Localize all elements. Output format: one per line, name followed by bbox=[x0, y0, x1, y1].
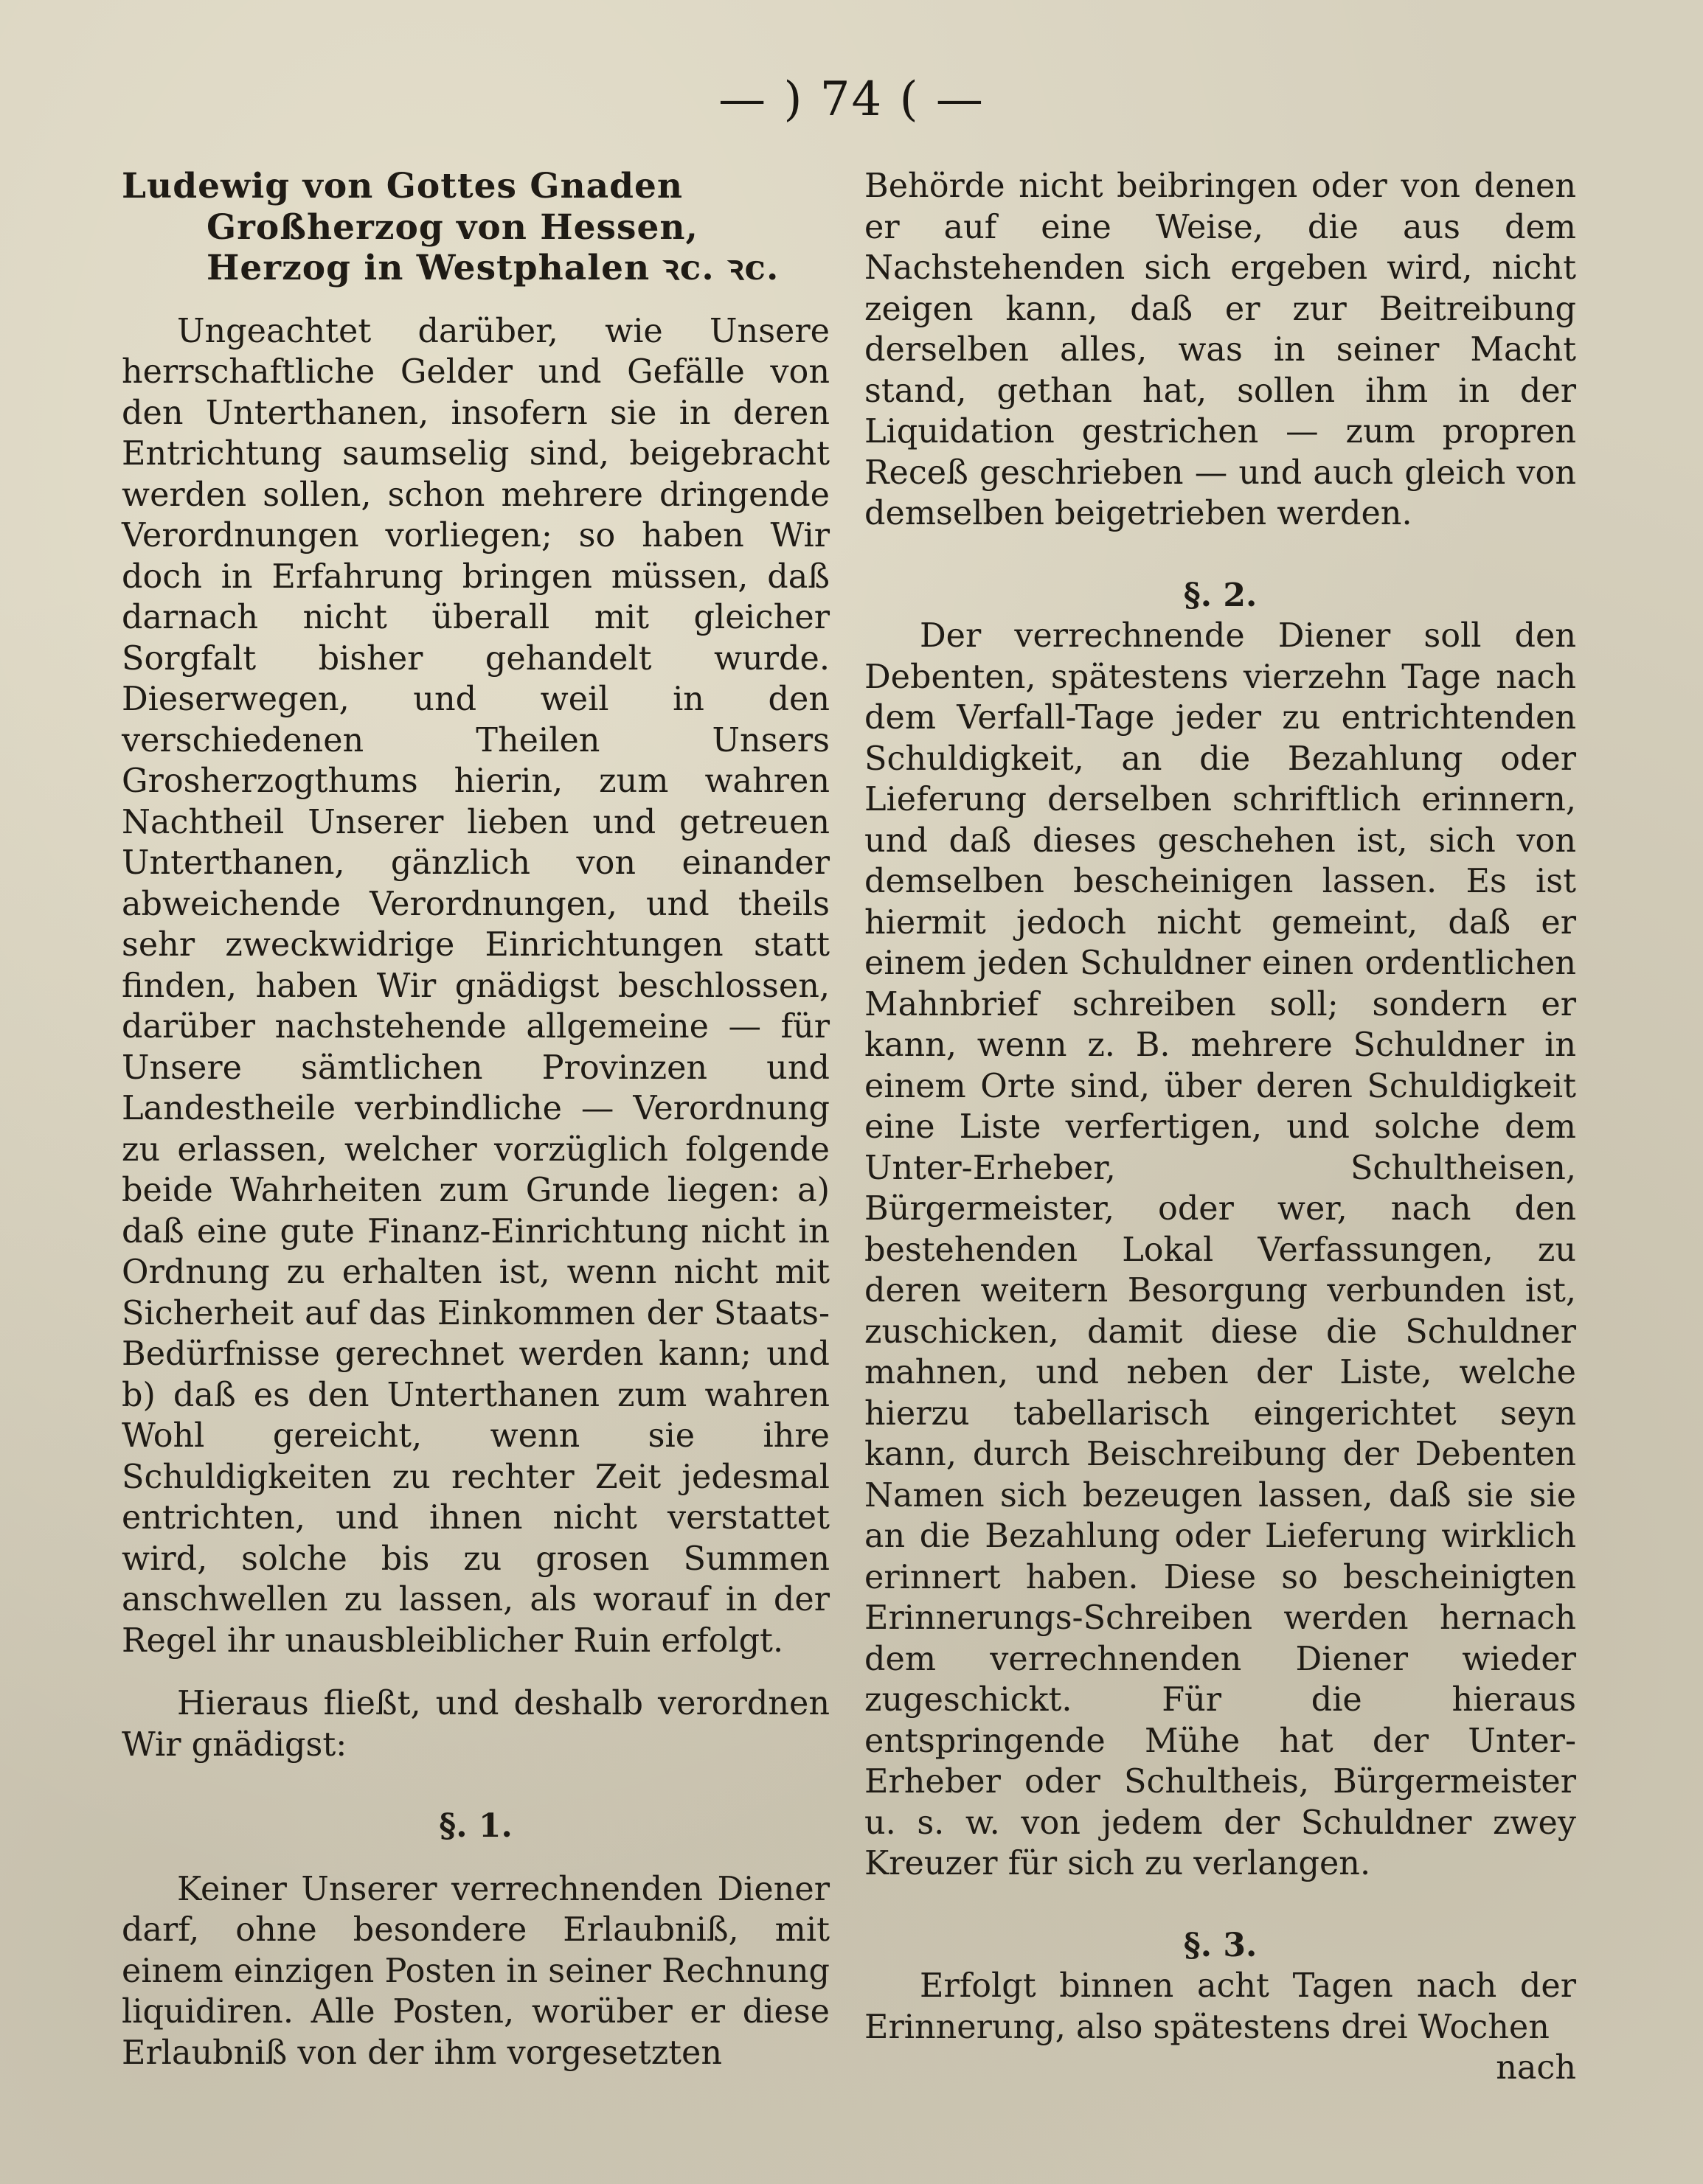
section-3-mark: §. 3. bbox=[1183, 1926, 1258, 1964]
right-column bbox=[864, 166, 1576, 2089]
section-1-mark: §. 1. bbox=[439, 1807, 513, 1845]
section-2-mark: §. 2. bbox=[1183, 576, 1258, 614]
left-column bbox=[122, 166, 830, 2073]
intro-paragraph: Ungeachtet darüber, wie Unsere herrschaftliche Gelder und Gefälle von den Unterthanen, insofern sie in deren Entrichtung saumselig sind, beigebracht werden sollen, schon mehrere dringende Verordnungen vorliegen; so haben Wir doch in Erfahrung bringen müssen, daß darnach nicht überall mit gleicher Sorgfalt bisher gehandelt wurde. Dieserwegen, und weil in den verschiedenen Theilen Unsers Grosherzogthums hierin, zum wahren Nachtheil Unserer lieben und getreuen Unterthanen, gänzlich von einander abweichende Verordnungen, und theils sehr zweckwidrige Einrichtungen statt finden, haben Wir gnädigst beschlossen, darüber nachstehende allgemeine — für Unsere sämtlichen Provinzen und Landestheile verbindliche — Verordnung zu erlassen, welcher vorzüglich folgende beide Wahrheiten zum Grunde liegen: a) daß eine gute Finanz-Einrichtung nicht in Ordnung zu erhalten ist, wenn nicht mit Sicherheit auf das Einkommen der Staats-Bedürfnisse gerechnet werden kann; und b) daß es den Unterthanen zum wahren Wohl gereicht, wenn sie ihre Schuldigkeiten zu rechter Zeit jedesmal entrichten, und ihnen nicht verstattet wird, solche bis zu grosen Summen anschwellen zu lassen, als worauf in der Regel ihr unausbleiblicher Ruin erfolgt. bbox=[122, 312, 830, 1660]
decree-heading: Ludewig von Gottes Gnaden Großherzog von Hessen, Herzog in Westphalen ꝛc. ꝛc. bbox=[122, 166, 780, 288]
catchword: nach bbox=[1496, 2049, 1576, 2087]
section-3-text: Erfolgt binnen acht Tagen nach der Erinnerung, also spätestens drei Wochen bbox=[864, 1967, 1576, 2046]
continuation-paragraph: Behörde nicht beibringen oder von denen er auf eine Weise, die aus dem Nachstehenden sich ergeben wird, nicht zeigen kann, daß er zur Beitreibung derselben alles, was in seiner Macht stand, gethan hat, sollen ihm in der Liquidation gestrichen — zum propren Receß geschrieben — und auch gleich von demselben beigetrieben werden. bbox=[864, 167, 1576, 532]
section-1-text: Keiner Unserer verrechnenden Diener darf, ohne besondere Erlaubniß, mit einem einzigen Posten in seiner Rechnung liquidiren. Alle Posten, worüber er diese Erlaubniß von der ihm vorgesetzten bbox=[122, 1870, 830, 2072]
decree-paragraph: Hieraus fließt, und deshalb verordnen Wir gnädigst: bbox=[122, 1685, 830, 1764]
page-number: — ) 74 ( — bbox=[718, 72, 985, 127]
section-2-text: Der verrechnende Diener soll den Debenten, spätestens vierzehn Tage nach dem Verfall-Tage jeder zu entrichtenden Schuldigkeit, an die Bezahlung oder Lieferung derselben schriftlich erinnern, und daß dieses geschehen ist, sich von demselben bescheinigen lassen. Es ist hiermit jedoch nicht gemeint, daß er einem jeden Schuldner einen ordentlichen Mahnbrief schreiben soll; sondern er kann, wenn z. B. mehrere Schuldner in einem Orte sind, über deren Schuldigkeit eine Liste verfertigen, und solche dem Unter-Erheber, Schultheisen, Bürgermeister, oder wer, nach den bestehenden Lokal Verfassungen, zu deren weitern Besorgung verbunden ist, zuschicken, damit diese die Schuldner mahnen, und neben der Liste, welche hierzu tabellarisch eingerichtet seyn kann, durch Beischreibung der Debenten Namen sich bezeugen lassen, daß sie sie an die Bezahlung oder Lieferung wirklich erinnert haben. Diese so bescheinigten Erinnerungs-Schreiben werden hernach dem verrechnenden Diener wieder zugeschickt. Für die hieraus entspringende Mühe hat der Unter-Erheber oder Schultheis, Bürgermeister u. s. w. von jedem der Schuldner zwey Kreuzer für sich zu verlangen. bbox=[864, 617, 1576, 1882]
